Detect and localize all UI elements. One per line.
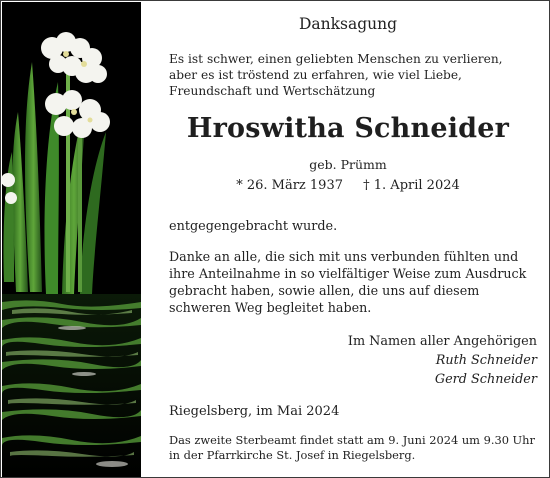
maiden-name: geb. Prümm: [309, 157, 387, 172]
deceased-name: Hroswitha Schneider: [186, 113, 510, 144]
narcissus-photo: [2, 2, 141, 477]
on-behalf-line: Im Namen aller Angehörigen: [347, 334, 537, 349]
death-date: † 1. April 2024: [363, 178, 460, 193]
intro-paragraph: Es ist schwer, einen geliebten Menschen zu verlieren, aber es ist tröstend zu erfahren, wie viel Liebe, Freundschaft und Wertschätzung: [169, 52, 503, 98]
signatory-name: Ruth Schneider: [435, 353, 537, 368]
signatory-name: Gerd Schneider: [434, 372, 537, 387]
follow-up-line: entgegengebracht wurde.: [169, 219, 338, 234]
birth-date: * 26. März 1937: [236, 178, 343, 193]
notice-heading: Danksagung: [298, 15, 398, 33]
place-date: Riegelsberg, im Mai 2024: [169, 404, 340, 419]
life-dates: [169, 178, 527, 193]
signature-block: [348, 332, 537, 389]
thanks-paragraph: Danke an alle, die sich mit uns verbunden fühlten und ihre Anteilnahme in so vielfältiger Weise zum Ausdruck gebracht haben, sowie allen, die uns auf diesem schweren Weg begleitet haben.: [169, 249, 527, 315]
service-note: Das zweite Sterbeamt findet statt am 9. Juni 2024 um 9.30 Uhr in der Pfarrkirche St. Josef in Riegelsberg.: [169, 433, 535, 462]
